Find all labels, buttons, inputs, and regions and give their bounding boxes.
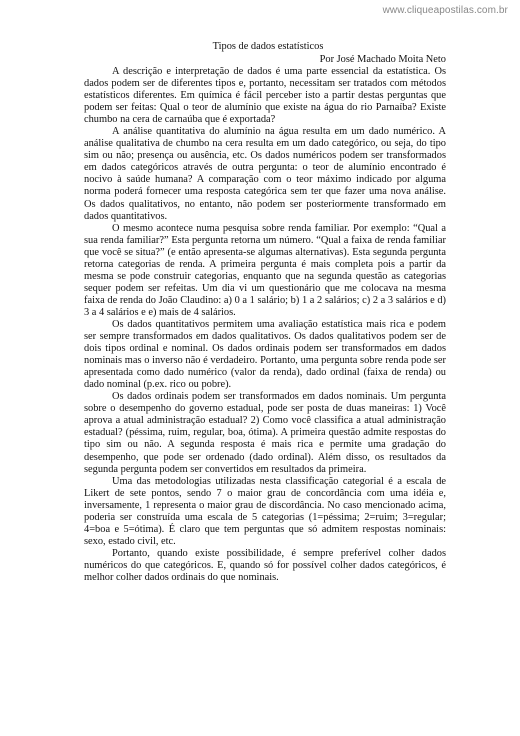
paragraph-2: A análise quantitativa do alumínio na água resulta em um dado numérico. A análise qualitativa de chumbo na cera resulta em um dado categórico, ou seja, do tipo sim ou não; presença ou ausência, etc. Os dados numéricos podem ser transformados em dados categóricos através de outra pergunta: o teor de alumínio encontrado é nocivo à saúde humana? A comparação com o teor máximo indicado por alguma norma poderá fornecer uma resposta categórica sem ter que fazer uma nova análise. Os dados qualitativos, no entanto, não podem ser posteriormente transformado em dados quantitativos. [84,126,446,222]
paragraph-6: Uma das metodologias utilizadas nesta classificação categorial é a escala de Likert de sete pontos, sendo 7 o maior grau de concordância com uma idéia e, inversamente, 1 representa o maior grau de discordância. No caso mencionado acima, poderia ser construída uma escala de 5 categorias (1=péssima; 2=ruim; 3=regular; 4=boa e 5=ótima). É claro que tem perguntas que só admitem respostas nominais: sexo, estado civil, etc. [84,475,446,547]
paragraph-5: Os dados ordinais podem ser transformados em dados nominais. Um pergunta sobre o desempenho do governo estadual, pode ser posta de duas maneiras: 1) Você aprova a atual administração estadual? 2) Como você classifica a atual administração estadual? (péssima, ruim, regular, boa, ótima). A primeira questão admite respostas do tipo sim ou não. A segunda resposta é mais rica e permite uma gradação do desempenho, que pode ser ordenado (dado ordinal). Além disso, os resultados da segunda pergunta podem ser convertidos em resultados da primeira. [84,391,446,475]
document-author: Por José Machado Moita Neto [319,54,446,65]
paragraph-3: O mesmo acontece numa pesquisa sobre renda familiar. Por exemplo: “Qual a sua renda familiar?” Esta pergunta retorna um número. “Qual a faixa de renda familiar que você se situa?” (e então apresenta-se algumas alternativas). Esta segunda pergunta retorna categorias de renda. A primeira pergunta é mais completa pois a partir da mesma se pode construir categorias, enquanto que na segunda questão as categorias sequer podem ser refeitas. Um dia vi um questionário que me colocava na mesma faixa de renda do João Claudino: a) 0 a 1 salário; b) 1 a 2 salários; c) 2 a 3 salários e d) 3 a 4 salários e e) mais de 4 salários. [84,222,446,318]
paragraph-1: A descrição e interpretação de dados é uma parte essencial da estatística. Os dados podem ser de diferentes tipos e, portanto, necessitam ser tratados com métodos estatísticos diferentes. Em química é fácil perceber isto a partir destas perguntas que podem ser feitas: Qual o teor de alumínio que existe na água do rio Parnaíba? Existe chumbo na cera de carnaúba que é exportada? [84,66,446,126]
document-page [84,41,446,584]
document-title: Tipos de dados estatísticos [212,41,324,52]
site-watermark: www.cliqueapostilas.com.br [382,5,508,16]
paragraph-4: Os dados quantitativos permitem uma avaliação estatística mais rica e podem ser sempre transformados em dados qualitativos. Os dados qualitativos podem ser de dois tipos ordinal e nominal. Os dados ordinais podem ser transformados em dados nominais mas o inverso não é verdadeiro. Portanto, uma pergunta sobre renda pode ser apresentada como dado numérico (valor da renda), dado ordinal (faixa de renda) ou dado nominal (p.ex. rico ou pobre). [84,318,446,391]
paragraph-7: Portanto, quando existe possibilidade, é sempre preferível colher dados numéricos do que categóricos. E, quando só for possível colher dados categóricos, é melhor colher dados ordinais do que nominais. [84,547,446,583]
